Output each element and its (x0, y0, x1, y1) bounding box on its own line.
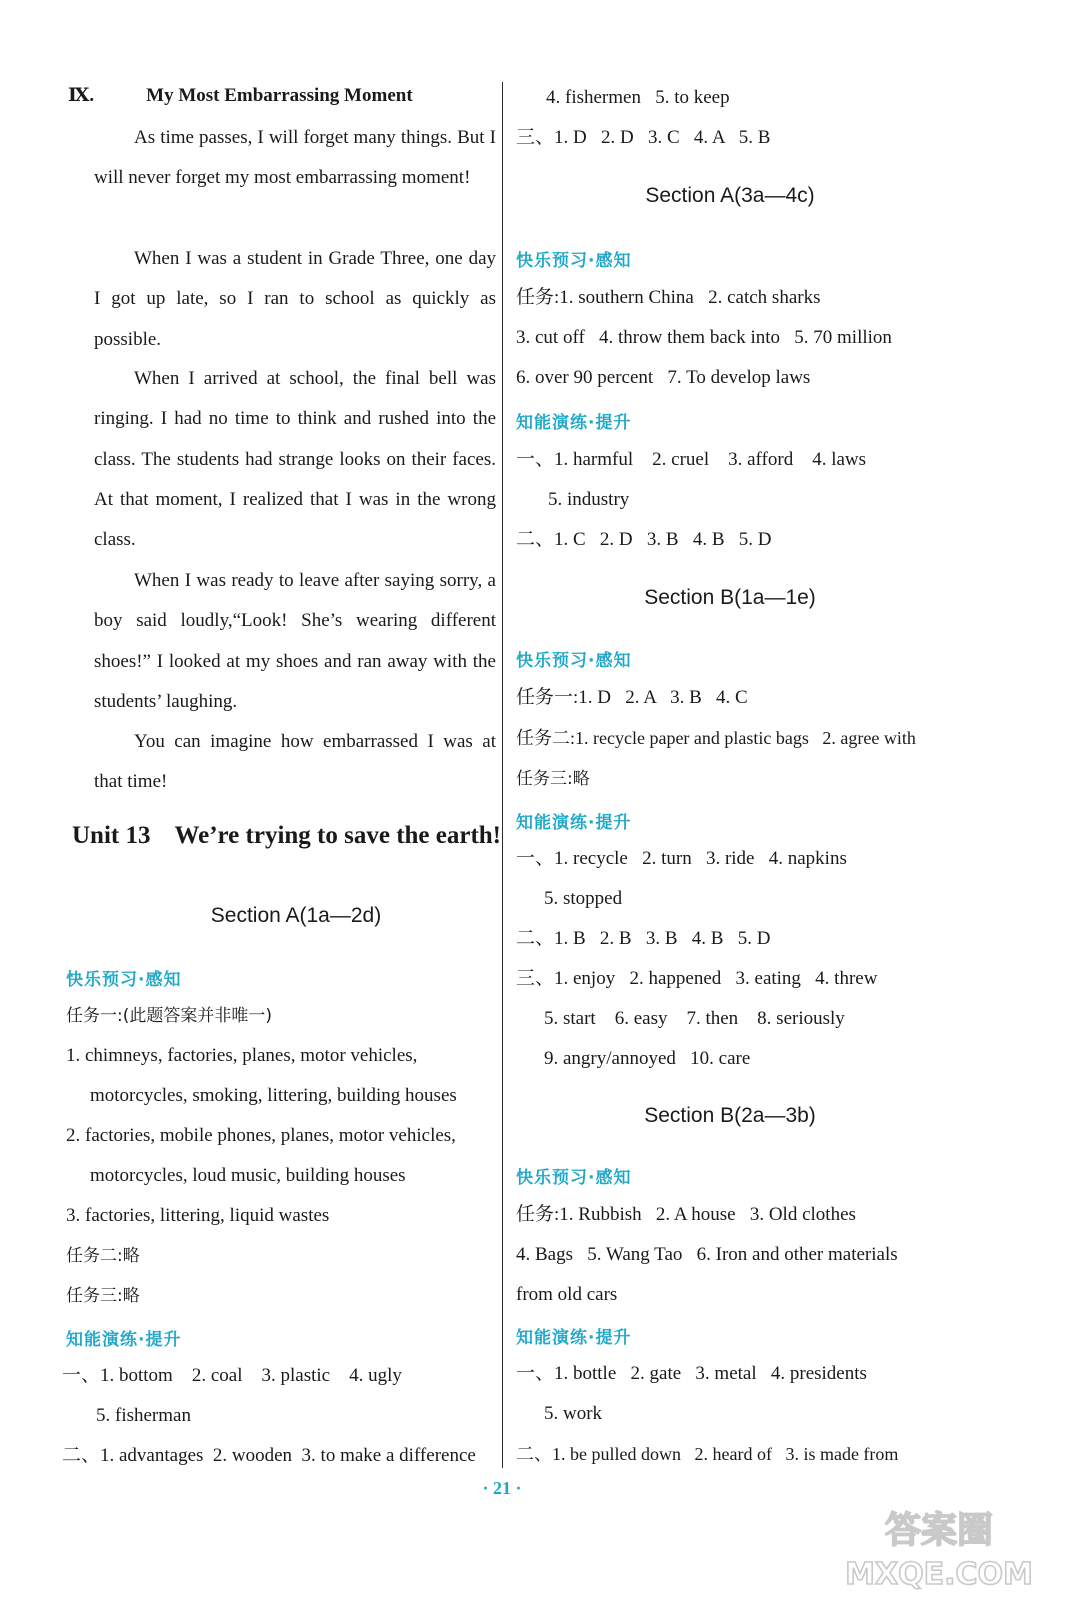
exercise2-line-1: 二、1. advantages 2. wooden 3. to make a difference (62, 1445, 476, 1466)
watermark-logo (834, 1500, 1044, 1592)
column-divider (502, 82, 503, 1468)
label-preview: 快乐预习·感知 (66, 970, 182, 990)
label-preview: 快乐预习·感知 (516, 251, 632, 271)
right-line-4: 3. cut off 4. throw them back into 5. 70 million (516, 327, 892, 348)
right-line-14: 二、1. B 2. B 3. B 4. B 5. D (516, 928, 771, 949)
watermark-text-top: 答案圈 (884, 1510, 994, 1551)
right-line-3: 任务:1. southern China 2. catch sharks (516, 287, 821, 308)
task2-line: 任务二:略 (66, 1246, 140, 1266)
label-practice: 知能演练·提升 (516, 813, 632, 833)
right-line-6: 一、1. harmful 2. cruel 3. afford 4. laws (516, 449, 867, 470)
essay-paragraph-5: You can imagine how embarrassed I was at that time! (94, 731, 496, 793)
label-practice: 知能演练·提升 (66, 1330, 182, 1350)
label-practice: 知能演练·提升 (516, 413, 632, 433)
right-line-7: 5. industry (548, 489, 630, 510)
right-line-5: 6. over 90 percent 7. To develop laws (516, 367, 811, 388)
unit-heading (72, 822, 501, 850)
watermark-text-bottom: MXQE.COM (845, 1557, 1033, 1592)
right-line-23: 二、1. be pulled down 2. heard of 3. is made from (516, 1444, 899, 1464)
task1-line-5: 3. factories, littering, liquid wastes (66, 1205, 330, 1226)
essay-title: My Most Embarrassing Moment (146, 85, 413, 106)
right-line-22: 5. work (544, 1403, 603, 1424)
label-practice: 知能演练·提升 (516, 1328, 632, 1348)
label-preview: 快乐预习·感知 (516, 651, 632, 671)
right-line-21: 一、1. bottle 2. gate 3. metal 4. presidents (516, 1363, 867, 1384)
right-line-19: 4. Bags 5. Wang Tao 6. Iron and other materials (516, 1244, 898, 1265)
task3-line: 任务三:略 (66, 1286, 140, 1306)
task1-heading: 任务一:(此题答案并非唯一) (66, 1006, 272, 1026)
right-line-16: 5. start 6. easy 7. then 8. seriously (544, 1008, 845, 1029)
essay-paragraph-1: As time passes, I will forget many things. But I will never forget my most embarrassing moment! (94, 127, 496, 189)
right-line-20: from old cars (516, 1284, 618, 1305)
task1-line-2: motorcycles, smoking, littering, building houses (90, 1085, 457, 1106)
right-line-17: 9. angry/annoyed 10. care (544, 1048, 751, 1069)
section-heading-a2: Section A(3a—4c) (645, 184, 815, 207)
right-line-10: 任务二:1. recycle paper and plastic bags 2. agree with (516, 728, 916, 748)
right-line-9: 任务一:1. D 2. A 3. B 4. C (516, 687, 748, 708)
unit-number: Unit 13 (72, 822, 151, 849)
right-line-1: 4. fishermen 5. to keep (546, 87, 730, 108)
right-line-8: 二、1. C 2. D 3. B 4. B 5. D (516, 529, 772, 550)
right-line-18: 任务:1. Rubbish 2. A house 3. Old clothes (516, 1204, 856, 1225)
essay-paragraph-4: When I was ready to leave after saying sorry, a boy said loudly,“Look! She’s wearing different shoes!” I looked at my shoes and ran away with the students’ laughing. (94, 570, 496, 712)
right-line-15: 三、1. enjoy 2. happened 3. eating 4. threw (516, 968, 878, 989)
label-preview: 快乐预习·感知 (516, 1168, 632, 1188)
right-line-2: 三、1. D 2. D 3. C 4. A 5. B (516, 127, 771, 148)
right-line-11: 任务三:略 (516, 769, 590, 789)
page-number: · 21 · (482, 1478, 522, 1498)
section-heading-a1: Section A(1a—2d) (210, 904, 382, 927)
right-line-12: 一、1. recycle 2. turn 3. ride 4. napkins (516, 848, 847, 869)
exercise1-line-1: 一、1. bottom 2. coal 3. plastic 4. ugly (62, 1365, 402, 1386)
right-line-13: 5. stopped (544, 888, 623, 909)
task1-line-4: motorcycles, loud music, building houses (90, 1165, 406, 1186)
section-heading-b1: Section B(1a—1e) (644, 586, 816, 609)
essay-paragraph-3: When I arrived at school, the final bell was ringing. I had no time to think and rushed into the class. The students had strange looks on their faces. At that moment, I realized that I was in the wrong class. (94, 368, 496, 551)
section-ix-heading (68, 84, 413, 107)
unit-title: We’re trying to save the earth! (174, 822, 502, 849)
section-heading-b2: Section B(2a—3b) (644, 1104, 816, 1127)
task1-line-3: 2. factories, mobile phones, planes, motor vehicles, (66, 1125, 456, 1146)
section-ix-number: Ⅸ. (68, 85, 95, 106)
task1-line-1: 1. chimneys, factories, planes, motor vehicles, (66, 1045, 418, 1066)
exercise1-line-2: 5. fisherman (96, 1405, 191, 1426)
essay-paragraph-2: When I was a student in Grade Three, one day I got up late, so I ran to school as quickly as possible. (94, 248, 496, 350)
